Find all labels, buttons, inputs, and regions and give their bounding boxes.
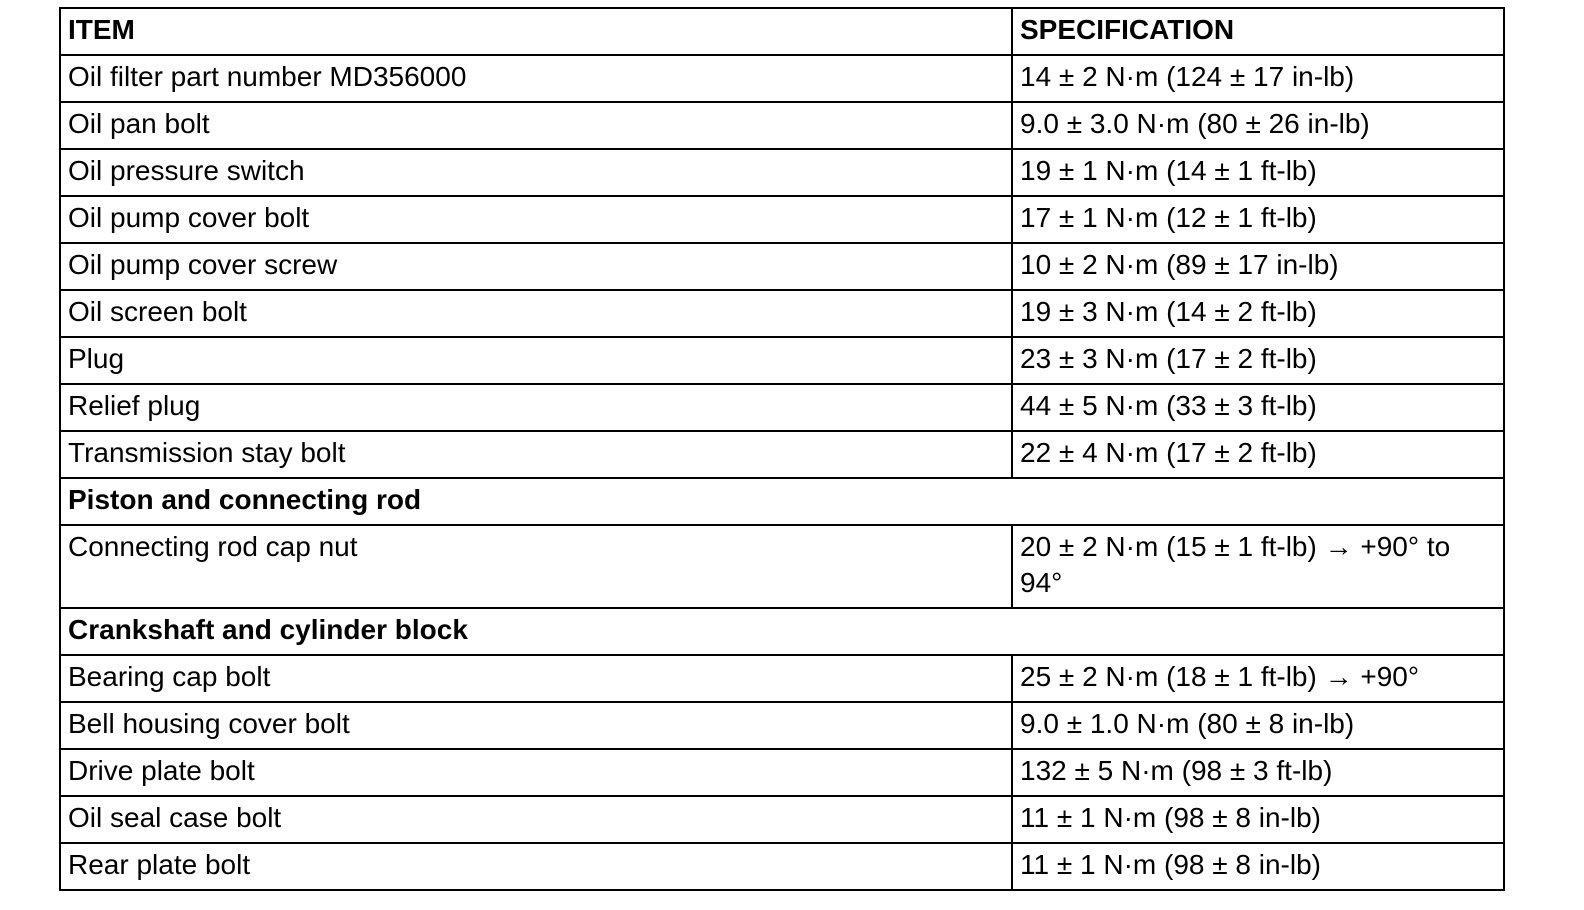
item-cell: Bell housing cover bolt — [60, 702, 1012, 749]
table-row — [60, 796, 1504, 843]
spec-cell: 9.0 ± 3.0 N·m (80 ± 26 in-lb) — [1012, 102, 1504, 149]
table-row — [60, 55, 1504, 102]
spec-cell: 25 ± 2 N·m (18 ± 1 ft-lb) → +90° — [1012, 655, 1504, 702]
table-row — [60, 384, 1504, 431]
table-row — [60, 702, 1504, 749]
table-row — [60, 290, 1504, 337]
spec-cell: 44 ± 5 N·m (33 ± 3 ft-lb) — [1012, 384, 1504, 431]
table-row — [60, 843, 1504, 890]
item-cell: Rear plate bolt — [60, 843, 1012, 890]
item-cell: Oil pump cover bolt — [60, 196, 1012, 243]
table-row — [60, 337, 1504, 384]
section-row-crankshaft — [60, 608, 1504, 655]
table-row — [60, 243, 1504, 290]
spec-cell: 19 ± 3 N·m (14 ± 2 ft-lb) — [1012, 290, 1504, 337]
item-cell: Plug — [60, 337, 1012, 384]
section-heading: Crankshaft and cylinder block — [60, 608, 1504, 655]
header-specification: SPECIFICATION — [1012, 8, 1504, 55]
spec-cell: 11 ± 1 N·m (98 ± 8 in-lb) — [1012, 843, 1504, 890]
spec-cell: 20 ± 2 N·m (15 ± 1 ft-lb) → +90° to 94° — [1012, 525, 1504, 608]
spec-cell: 17 ± 1 N·m (12 ± 1 ft-lb) — [1012, 196, 1504, 243]
spec-cell: 14 ± 2 N·m (124 ± 17 in-lb) — [1012, 55, 1504, 102]
item-cell: Bearing cap bolt — [60, 655, 1012, 702]
header-item: ITEM — [60, 8, 1012, 55]
section-row-piston — [60, 478, 1504, 525]
table-row — [60, 655, 1504, 702]
item-cell: Relief plug — [60, 384, 1012, 431]
section-heading: Piston and connecting rod — [60, 478, 1504, 525]
item-cell: Oil pressure switch — [60, 149, 1012, 196]
item-cell: Oil seal case bolt — [60, 796, 1012, 843]
table-row — [60, 149, 1504, 196]
spec-cell: 23 ± 3 N·m (17 ± 2 ft-lb) — [1012, 337, 1504, 384]
spec-cell: 10 ± 2 N·m (89 ± 17 in-lb) — [1012, 243, 1504, 290]
item-cell: Oil filter part number MD356000 — [60, 55, 1012, 102]
table-row — [60, 749, 1504, 796]
spec-cell: 11 ± 1 N·m (98 ± 8 in-lb) — [1012, 796, 1504, 843]
item-cell: Drive plate bolt — [60, 749, 1012, 796]
spec-cell: 132 ± 5 N·m (98 ± 3 ft-lb) — [1012, 749, 1504, 796]
spec-cell: 19 ± 1 N·m (14 ± 1 ft-lb) — [1012, 149, 1504, 196]
table-header-row — [60, 8, 1504, 55]
table-row — [60, 196, 1504, 243]
torque-spec-table — [59, 7, 1505, 891]
item-cell: Oil screen bolt — [60, 290, 1012, 337]
spec-cell: 9.0 ± 1.0 N·m (80 ± 8 in-lb) — [1012, 702, 1504, 749]
item-cell: Oil pump cover screw — [60, 243, 1012, 290]
item-cell: Oil pan bolt — [60, 102, 1012, 149]
table-row — [60, 102, 1504, 149]
spec-cell: 22 ± 4 N·m (17 ± 2 ft-lb) — [1012, 431, 1504, 478]
item-cell: Transmission stay bolt — [60, 431, 1012, 478]
table-row — [60, 431, 1504, 478]
table-row — [60, 525, 1504, 608]
item-cell: Connecting rod cap nut — [60, 525, 1012, 608]
